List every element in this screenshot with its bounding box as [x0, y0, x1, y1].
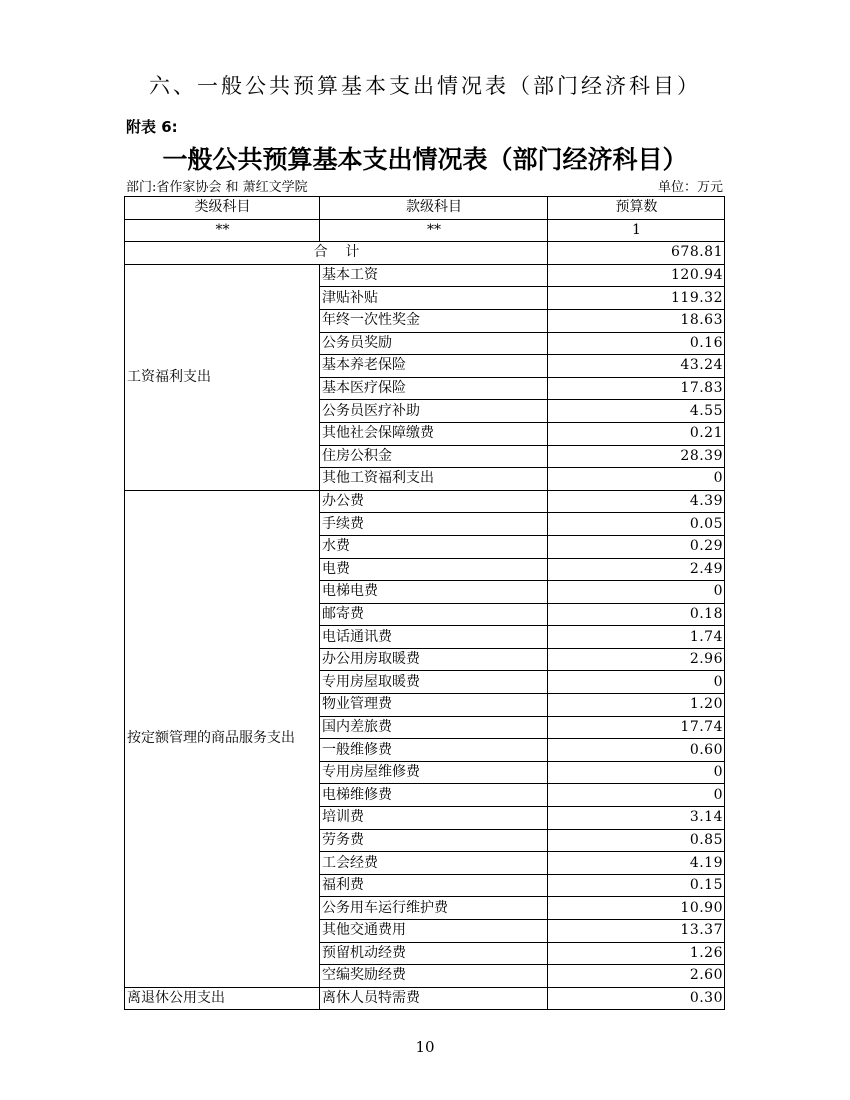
- item-name-cell: 其他社会保障缴费: [320, 422, 548, 445]
- category-cell: 工资福利支出: [125, 264, 320, 490]
- code-cell: 1: [548, 219, 725, 242]
- page-number: 10: [415, 1038, 435, 1056]
- total-label: 合 计: [125, 242, 548, 265]
- header-subcategory: 款级科目: [320, 197, 548, 220]
- item-value-cell: 0.15: [548, 874, 725, 897]
- item-name-cell: 其他交通费用: [320, 920, 548, 943]
- item-value-cell: 0.85: [548, 829, 725, 852]
- total-row: [125, 242, 725, 265]
- item-name-cell: 年终一次性奖金: [320, 309, 548, 332]
- item-name-cell: 基本工资: [320, 264, 548, 287]
- category-cell: 离退休公用支出: [125, 987, 320, 1010]
- item-value-cell: 0.18: [548, 603, 725, 626]
- item-value-cell: 0.21: [548, 422, 725, 445]
- item-name-cell: 培训费: [320, 807, 548, 830]
- item-value-cell: 0: [548, 581, 725, 604]
- item-name-cell: 办公用房取暖费: [320, 648, 548, 671]
- item-value-cell: 0.60: [548, 739, 725, 762]
- item-value-cell: 18.63: [548, 309, 725, 332]
- item-name-cell: 电费: [320, 558, 548, 581]
- header-budget: 预算数: [548, 197, 725, 220]
- code-cell: **: [320, 219, 548, 242]
- item-value-cell: 0.16: [548, 332, 725, 355]
- item-value-cell: 0.30: [548, 987, 725, 1010]
- item-value-cell: 4.39: [548, 490, 725, 513]
- item-value-cell: 13.37: [548, 920, 725, 943]
- table-row: [125, 490, 725, 513]
- item-name-cell: 住房公积金: [320, 445, 548, 468]
- item-name-cell: 工会经费: [320, 852, 548, 875]
- item-value-cell: 2.49: [548, 558, 725, 581]
- code-row: [125, 219, 725, 242]
- item-name-cell: 空编奖励经费: [320, 965, 548, 988]
- item-name-cell: 劳务费: [320, 829, 548, 852]
- item-name-cell: 福利费: [320, 874, 548, 897]
- item-name-cell: 办公费: [320, 490, 548, 513]
- item-name-cell: 手续费: [320, 513, 548, 536]
- item-value-cell: 43.24: [548, 355, 725, 378]
- item-value-cell: 28.39: [548, 445, 725, 468]
- unit-label: 单位：万元: [657, 180, 723, 195]
- item-name-cell: 离休人员特需费: [320, 987, 548, 1010]
- item-name-cell: 邮寄费: [320, 603, 548, 626]
- section-heading: 六、一般公共预算基本支出情况表（部门经济科目）: [149, 74, 701, 98]
- item-value-cell: 0.29: [548, 535, 725, 558]
- item-value-cell: 17.83: [548, 377, 725, 400]
- item-name-cell: 电话通讯费: [320, 626, 548, 649]
- item-value-cell: 0: [548, 761, 725, 784]
- item-value-cell: 4.55: [548, 400, 725, 423]
- item-value-cell: 1.26: [548, 942, 725, 965]
- code-cell: **: [125, 219, 320, 242]
- item-name-cell: 基本养老保险: [320, 355, 548, 378]
- item-name-cell: 物业管理费: [320, 694, 548, 717]
- table-row: [125, 987, 725, 1010]
- item-name-cell: 电梯维修费: [320, 784, 548, 807]
- total-value: 678.81: [548, 242, 725, 265]
- item-value-cell: 1.20: [548, 694, 725, 717]
- item-name-cell: 公务员医疗补助: [320, 400, 548, 423]
- item-value-cell: 0.05: [548, 513, 725, 536]
- item-value-cell: 1.74: [548, 626, 725, 649]
- item-value-cell: 3.14: [548, 807, 725, 830]
- item-value-cell: 2.96: [548, 648, 725, 671]
- item-name-cell: 预留机动经费: [320, 942, 548, 965]
- item-name-cell: 国内差旅费: [320, 716, 548, 739]
- item-value-cell: 0: [548, 784, 725, 807]
- item-name-cell: 其他工资福利支出: [320, 468, 548, 491]
- item-name-cell: 专用房屋取暖费: [320, 671, 548, 694]
- item-name-cell: 基本医疗保险: [320, 377, 548, 400]
- item-value-cell: 0: [548, 468, 725, 491]
- item-name-cell: 专用房屋维修费: [320, 761, 548, 784]
- item-name-cell: 公务员奖励: [320, 332, 548, 355]
- item-name-cell: 水费: [320, 535, 548, 558]
- item-value-cell: 0: [548, 671, 725, 694]
- budget-table: [124, 196, 725, 1010]
- item-value-cell: 4.19: [548, 852, 725, 875]
- department-label: 部门:省作家协会 和 萧红文学院: [126, 180, 308, 195]
- item-value-cell: 119.32: [548, 287, 725, 310]
- item-name-cell: 公务用车运行维护费: [320, 897, 548, 920]
- item-name-cell: 电梯电费: [320, 581, 548, 604]
- item-value-cell: 17.74: [548, 716, 725, 739]
- table-row: [125, 264, 725, 287]
- item-name-cell: 一般维修费: [320, 739, 548, 762]
- item-value-cell: 10.90: [548, 897, 725, 920]
- category-cell: 按定额管理的商品服务支出: [125, 490, 320, 987]
- item-value-cell: 120.94: [548, 264, 725, 287]
- item-name-cell: 津贴补贴: [320, 287, 548, 310]
- table-title: 一般公共预算基本支出情况表（部门经济科目）: [162, 145, 688, 174]
- header-category: 类级科目: [125, 197, 320, 220]
- header-row: [125, 197, 725, 220]
- attachment-label: 附表 6:: [126, 118, 178, 136]
- item-value-cell: 2.60: [548, 965, 725, 988]
